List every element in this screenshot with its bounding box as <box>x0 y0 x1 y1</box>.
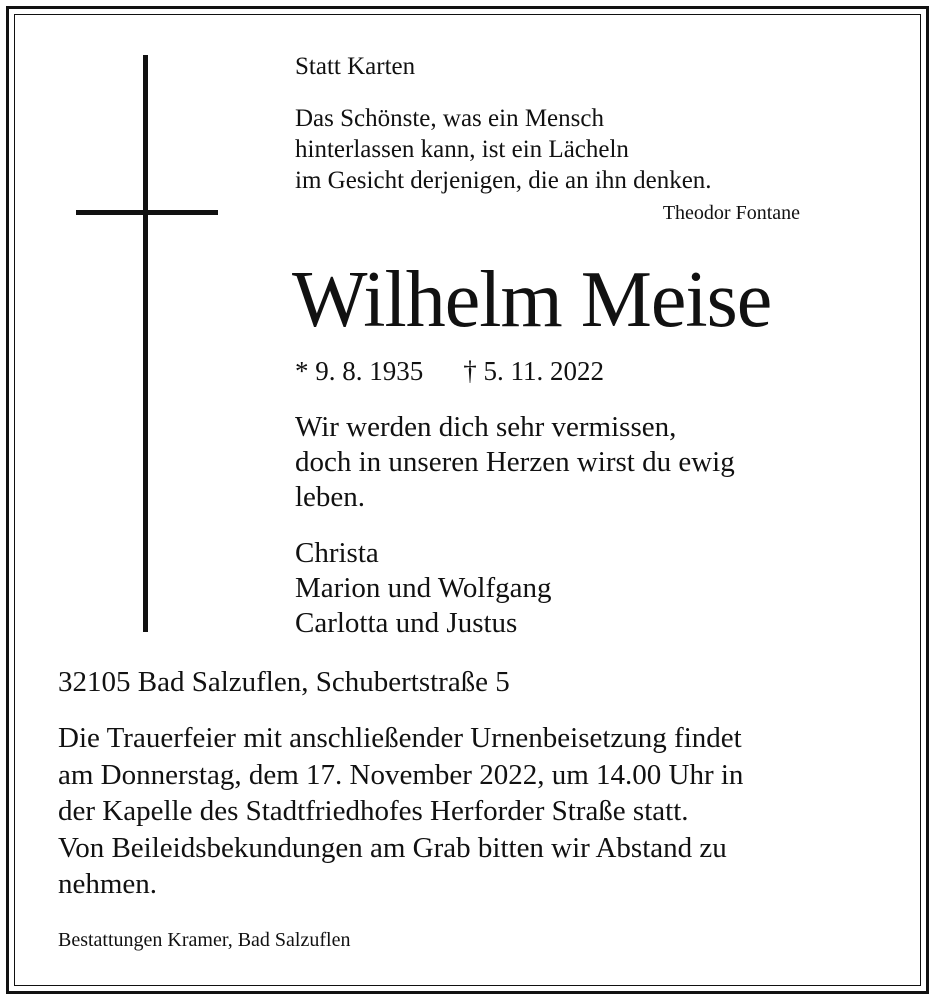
quote-line: im Gesicht derjenigen, die an ihn denken. <box>295 167 712 194</box>
cross-icon-beam <box>76 210 218 215</box>
message-line: doch in unseren Herzen wirst du ewig <box>295 446 735 478</box>
undertaker: Bestattungen Kramer, Bad Salzuflen <box>58 929 351 951</box>
farewell-message <box>295 410 735 515</box>
quote-author: Theodor Fontane <box>662 202 800 224</box>
address: 32105 Bad Salzuflen, Schubertstraße 5 <box>58 666 510 698</box>
family-member: Carlotta und Justus <box>295 607 518 639</box>
funeral-line: nehmen. <box>58 868 158 900</box>
funeral-details <box>58 720 743 903</box>
birth-date: * 9. 8. 1935 <box>295 356 424 386</box>
life-dates <box>295 355 604 387</box>
quote-line: Das Schönste, was ein Mensch <box>295 105 604 132</box>
funeral-line: der Kapelle des Stadtfriedhofes Herforder Straße statt. <box>58 795 689 827</box>
quote <box>295 103 712 196</box>
message-line: leben. <box>295 481 366 513</box>
deceased-name: Wilhelm Meise <box>292 256 772 344</box>
family-list <box>295 536 551 641</box>
family-member: Marion und Wolfgang <box>295 572 552 604</box>
death-date: † 5. 11. 2022 <box>463 356 604 386</box>
message-line: Wir werden dich sehr vermissen, <box>295 411 677 443</box>
family-member: Christa <box>295 537 379 569</box>
funeral-line: Von Beileidsbekundungen am Grab bitten wir Abstand zu <box>58 831 727 864</box>
cross-icon <box>143 55 148 632</box>
funeral-line: Die Trauerfeier mit anschließender Urnenbeisetzung findet <box>58 722 742 754</box>
quote-line: hinterlassen kann, ist ein Lächeln <box>295 136 629 163</box>
funeral-line: am Donnerstag, dem 17. November 2022, um 14.00 Uhr in <box>58 758 744 791</box>
header-text: Statt Karten <box>295 53 416 80</box>
